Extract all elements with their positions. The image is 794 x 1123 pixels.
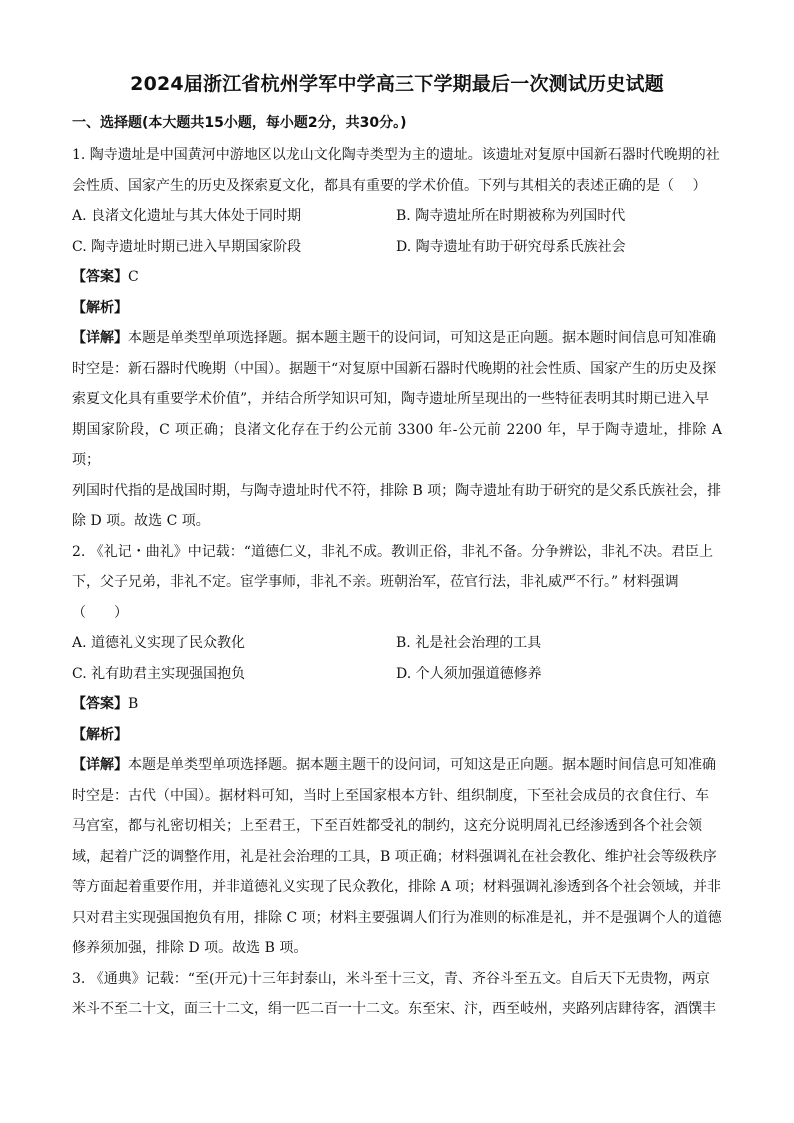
detail-tag: 【详解】 <box>72 757 128 773</box>
answer-tag: 【答案】 <box>72 696 128 712</box>
question-2 <box>72 537 722 964</box>
option-d: D. 个人须加强道德修养 <box>396 665 542 682</box>
detail-line <box>72 323 722 354</box>
question-stem-line: 会性质、国家产生的历史及探索夏文化，都具有重要的学术价值。下列与其相关的表述正确的是（ ） <box>72 177 707 194</box>
question-stem-line: 3. 《通典》记载：“至(开元)十三年封泰山，米斗至十三文，青、齐谷斗至五文。自后天下无贵物，两京 <box>72 970 710 987</box>
answer-line <box>72 689 722 720</box>
answer-value: B <box>128 696 139 712</box>
detail-line: 期国家阶段，C 项正确；良渚文化存在于约公元前 3300 年-公元前 2200 年，早于陶寺遗址，排除 A 项； <box>72 421 722 468</box>
detail-line <box>72 750 722 781</box>
detail-text: 本题是单类型单项选择题。据本题主题干的设问词，可知这是正向题。据本题时间信息可知准确 <box>128 757 716 773</box>
option-d: D. 陶寺遗址有助于研究母系氏族社会 <box>396 238 626 255</box>
question-stem-line: 米斗不至二十文，面三十二文，绢一匹二百一十二文。东至宋、汴，西至岐州，夹路列店肆待客，酒馔丰 <box>72 1001 716 1017</box>
answer-line <box>72 262 722 293</box>
option-b: B. 陶寺遗址所在时期被称为列国时代 <box>396 208 626 224</box>
option-a: A. 良渚文化遗址与其大体处于同时期 <box>72 208 302 224</box>
answer-tag: 【答案】 <box>72 269 128 285</box>
option-c: C. 陶寺遗址时期已进入早期国家阶段 <box>72 238 302 255</box>
option-c: C. 礼有助君主实现强国抱负 <box>72 665 246 682</box>
section-heading: 一、选择题(本大题共15小题，每小题2分，共30分。) <box>72 115 407 131</box>
question-stem-line: 1. 陶寺遗址是中国黄河中游地区以龙山文化陶寺类型为主的遗址。该遗址对复原中国新石器时代晚期的社 <box>72 147 720 163</box>
option-list <box>72 628 722 689</box>
page-title: 2024届浙江省杭州学军中学高三下学期最后一次测试历史试题 <box>130 73 664 95</box>
detail-text: 本题是单类型单项选择题。据本题主题干的设问词，可知这是正向题。据本题时间信息可知准确 <box>128 330 716 346</box>
question-stem-line: （ ） <box>72 604 128 621</box>
answer-value: C <box>128 269 139 285</box>
analysis-line <box>72 293 722 324</box>
question-stem-line: 下，父子兄弟，非礼不定。宦学事师，非礼不亲。班朝治军，莅官行法，非礼威严不行。” 材料强调 <box>72 574 679 590</box>
detail-line: 时空是：新石器时代晚期（中国）。据题干“对复原中国新石器时代晚期的社会性质、国家产生的历史及探 <box>72 360 717 377</box>
option-a: A. 道德礼义实现了民众教化 <box>72 635 246 651</box>
question-1 <box>72 140 722 537</box>
option-list <box>72 201 722 262</box>
detail-line: 域，起着广泛的调整作用，礼是社会治理的工具，B 项正确；材料强调礼在社会教化、维护社会等级秩序 <box>72 848 717 865</box>
detail-line: 马宫室，都与礼密切相关；上至君王，下至百姓都受礼的制约，这充分说明周礼已经渗透到各个社会领 <box>72 818 702 834</box>
detail-line: 只对君主实现强国抱负有用，排除 C 项；材料主要强调人们行为准则的标准是礼，并不是强调个人的道德 <box>72 909 722 926</box>
detail-line: 索夏文化具有重要学术价值”，并结合所学知识可知，陶寺遗址所呈现出的一些特征表明其时期已进入早 <box>72 391 710 407</box>
detail-line: 列国时代指的是战国时期，与陶寺遗址时代不符，排除 B 项；陶寺遗址有助于研究的是父系氏族社会，排 <box>72 482 722 499</box>
question-stem-line: 2. 《礼记・曲礼》中记载：“道德仁义，非礼不成。教训正俗，非礼不备。分争辨讼，非礼不决。君臣上 <box>72 543 713 560</box>
detail-line: 等方面起着重要作用，并非道德礼义实现了民众教化，排除 A 项；材料强调礼渗透到各个社会领域，并非 <box>72 879 722 895</box>
analysis-tag: 【解析】 <box>72 726 128 743</box>
detail-line: 时空是：古代（中国）。据材料可知，当时上至国家根本方针、组织制度，下至社会成员的衣食住行、车 <box>72 787 709 804</box>
analysis-tag: 【解析】 <box>72 299 128 316</box>
detail-line: 修养须加强，排除 D 项。故选 B 项。 <box>72 940 308 956</box>
option-b: B. 礼是社会治理的工具 <box>396 635 542 651</box>
analysis-line <box>72 720 722 751</box>
detail-line: 除 D 项。故选 C 项。 <box>72 513 210 529</box>
question-3 <box>72 964 722 1025</box>
detail-tag: 【详解】 <box>72 330 128 346</box>
